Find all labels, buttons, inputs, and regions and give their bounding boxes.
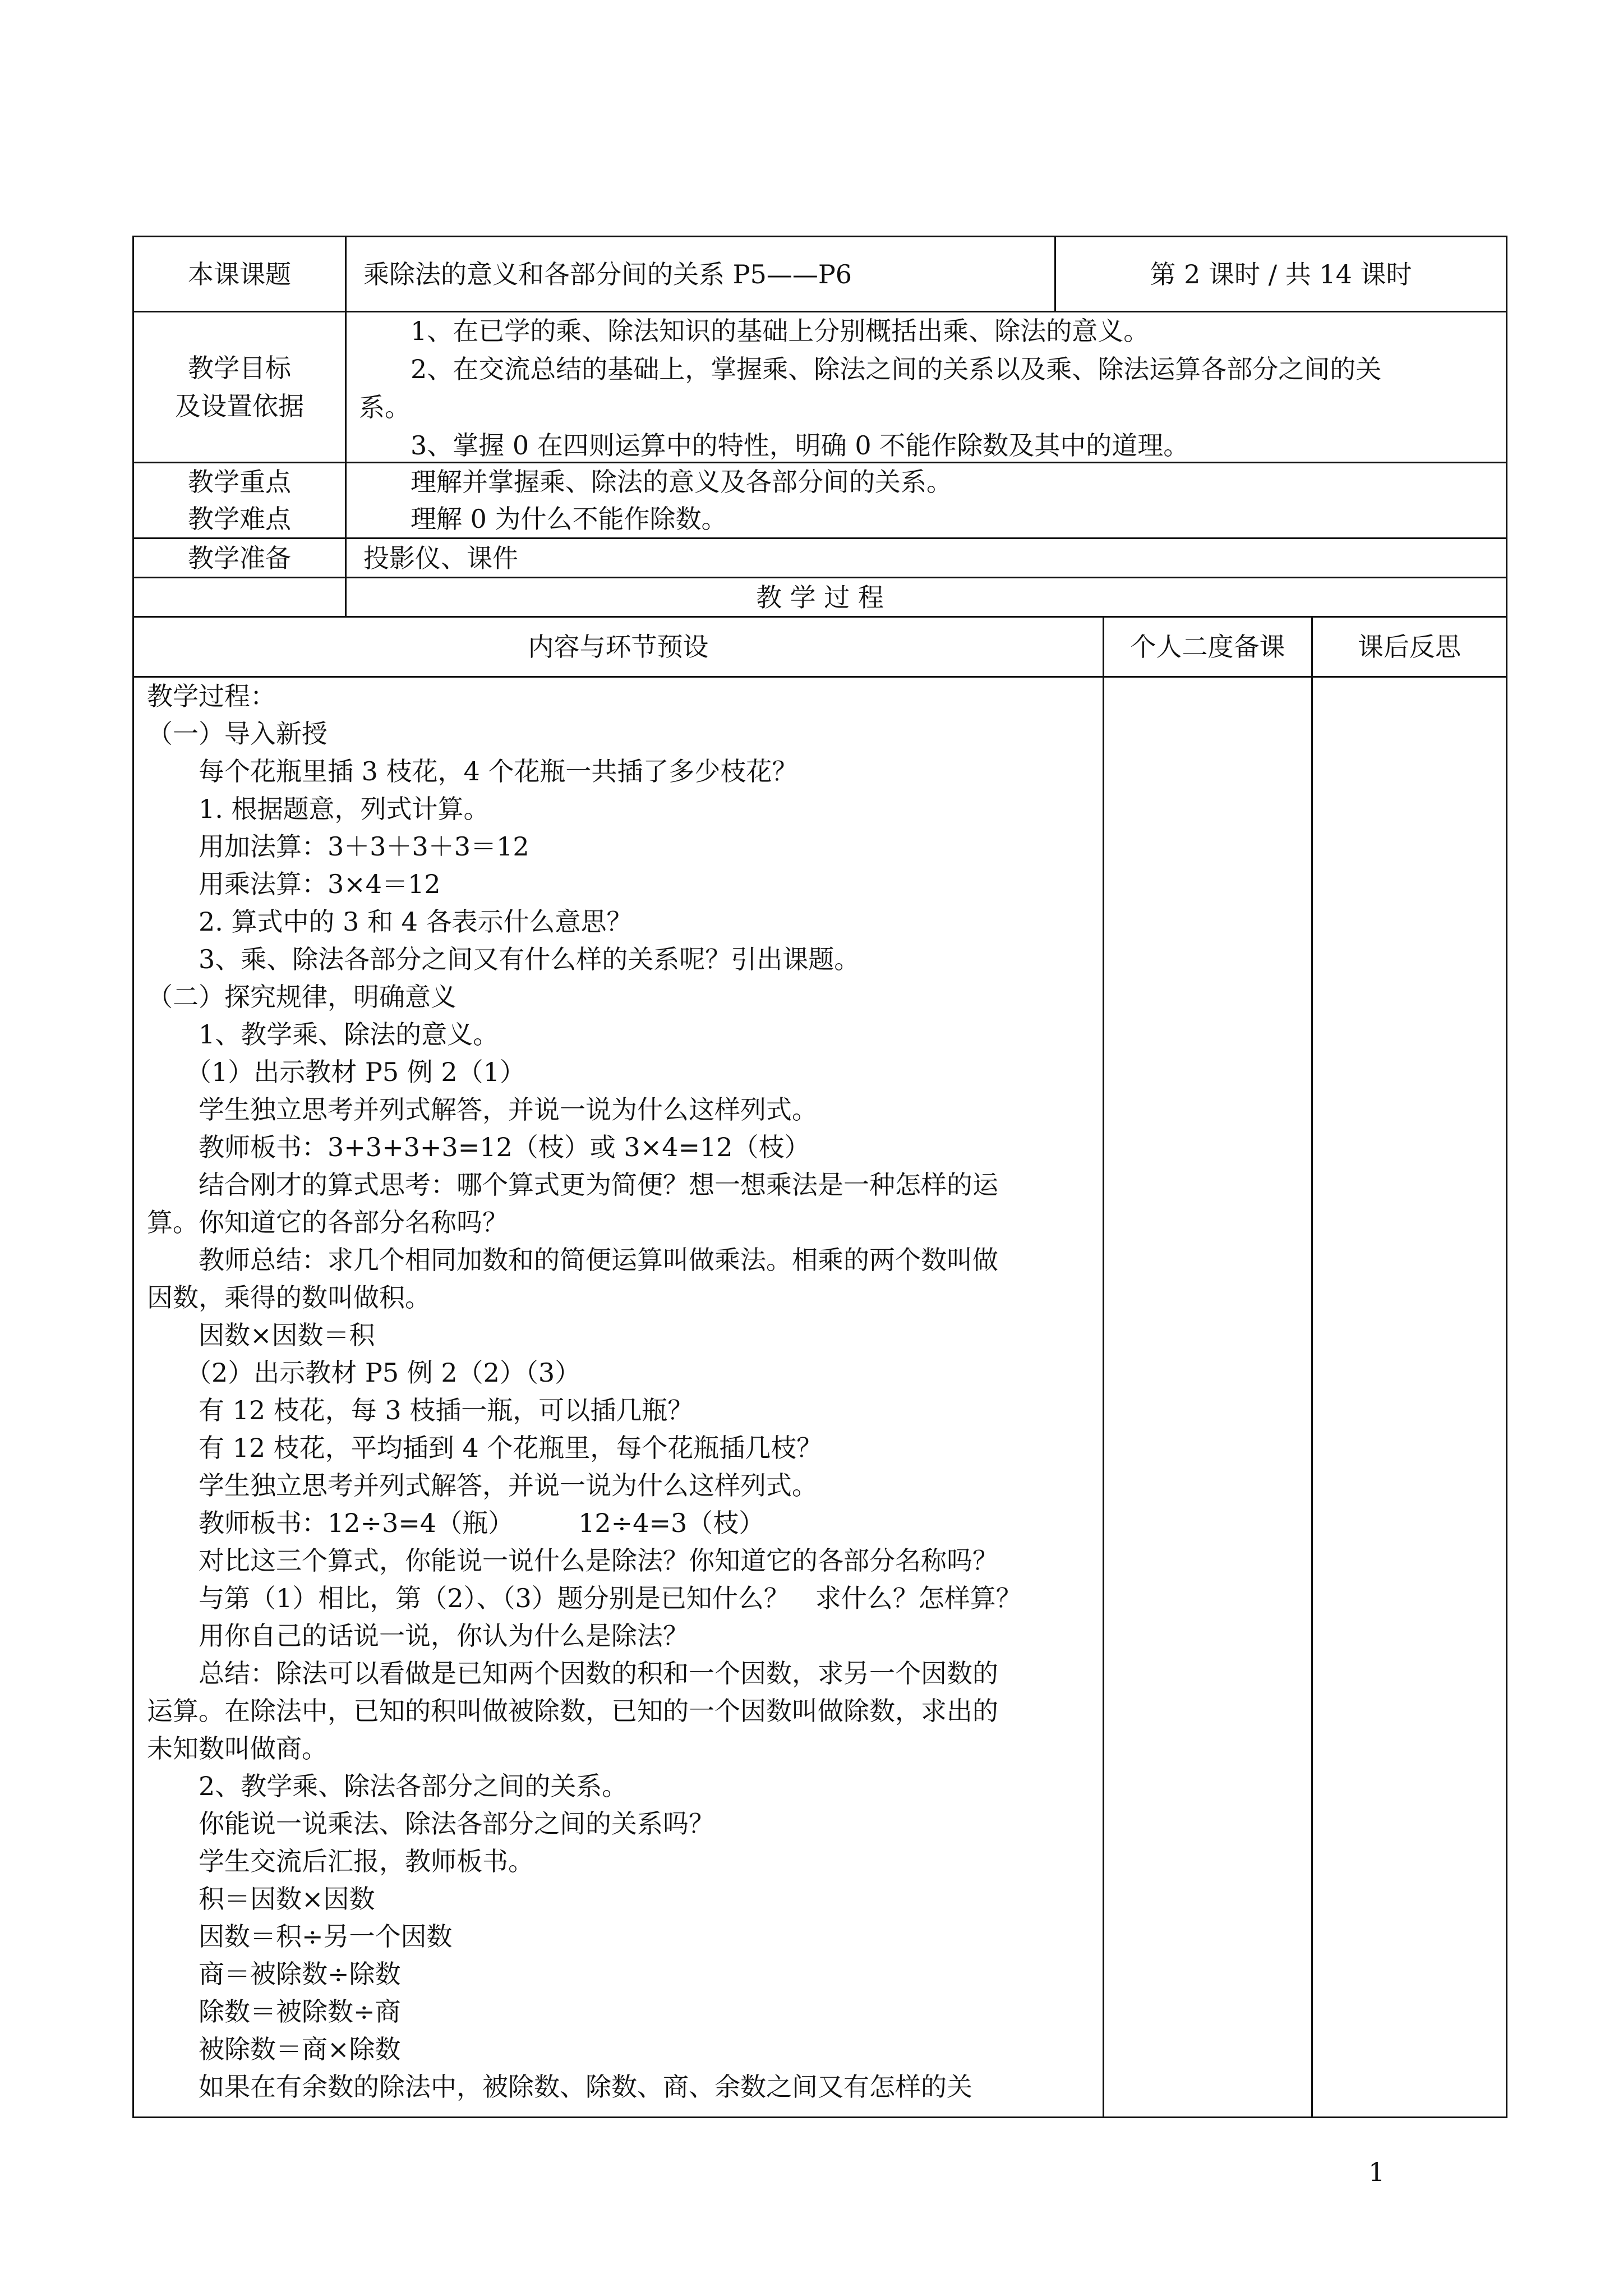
process-line: 总结：除法可以看做是已知两个因数的积和一个因数，求另一个因数的 [147,1658,998,1688]
preparation-label-text: 教学准备 [188,542,291,573]
objectives-content [359,312,1381,464]
process-line: 被除数＝商×除数 [147,2034,401,2064]
column-header-personal-text: 个人二度备课 [1130,632,1285,662]
process-line: 教师板书：3+3+3+3=12（枝）或 3×4=12（枝） [147,1132,810,1162]
difficult-point: 理解 0 为什么不能作除数。 [411,504,727,534]
process-line: 学生独立思考并列式解答，并说一说为什么这样列式。 [147,1470,818,1501]
preparation-label [134,539,345,577]
process-line: 算。你知道它的各部分名称吗？ [147,1207,508,1237]
objectives-label-line2: 及设置依据 [175,391,304,421]
objectives-label-line1: 教学目标 [188,353,291,383]
key-points-content [359,463,952,537]
process-line: 2. 算式中的 3 和 4 各表示什么意思？ [147,907,633,937]
process-line: 1. 根据题意，列式计算。 [147,794,490,824]
process-line: 2、教学乘、除法各部分之间的关系。 [147,1771,628,1801]
lesson-count [1056,237,1506,311]
column-divider [345,236,347,617]
process-line: 未知数叫做商。 [147,1733,328,1764]
process-line: 用加法算：3＋3＋3＋3＝12 [147,831,529,862]
column-header-reflection-text: 课后反思 [1358,632,1461,662]
preparation-value [363,539,518,577]
page-number: 1 [1368,2157,1385,2187]
process-line: 运算。在除法中，已知的积叫做被除数，已知的一个因数叫做除数，求出的 [147,1696,998,1726]
key-label: 教学重点 [188,467,291,497]
process-title-text: 教 学 过 程 [756,582,884,613]
process-line: 除数＝被除数÷商 [147,1996,401,2027]
process-line: 如果在有余数的除法中，被除数、除数、商、余数之间又有怎样的关 [147,2072,972,2102]
process-line: 因数，乘得的数叫做积。 [147,1282,431,1313]
topic-value-text: 乘除法的意义和各部分间的关系 P5——P6 [363,259,852,289]
key-points-label [134,463,345,537]
table-border-bottom [132,2116,1507,2118]
process-line: 教师总结：求几个相同加数和的简便运算叫做乘法。相乘的两个数叫做 [147,1245,998,1275]
process-line: 商＝被除数÷除数 [147,1959,401,1989]
process-line: （1）出示教材 P5 例 2（1） [147,1057,525,1087]
difficult-label: 教学难点 [188,504,291,534]
process-line: 你能说一说乘法、除法各部分之间的关系吗？ [147,1809,714,1839]
process-line: 学生独立思考并列式解答，并说一说为什么这样列式。 [147,1094,818,1125]
process-line: 3、乘、除法各部分之间又有什么样的关系呢？引出课题。 [147,944,860,974]
lesson-count-text: 第 2 课时 / 共 14 课时 [1150,259,1412,289]
process-line: 结合刚才的算式思考：哪个算式更为简便？想一想乘法是一种怎样的运 [147,1170,998,1200]
objective-line: 系。 [359,392,411,422]
process-line: 对比这三个算式，你能说一说什么是除法？你知道它的各部分名称吗？ [147,1545,998,1576]
column-header-content-text: 内容与环节预设 [528,632,709,662]
process-line: 教学过程： [147,681,276,711]
column-divider [1311,616,1313,2118]
process-title [134,578,1506,616]
process-line: 积＝因数×因数 [147,1884,375,1914]
process-content [147,678,1095,2106]
process-line: 用你自己的话说一说，你认为什么是除法？ [147,1621,689,1651]
topic-label [134,237,345,311]
objectives-label [134,312,345,462]
objective-line: 1、在已学的乘、除法知识的基础上分别概括出乘、除法的意义。 [411,316,1150,346]
process-line: 教师板书：12÷3=4（瓶） 12÷4=3（枝） [147,1508,765,1538]
process-line: 用乘法算：3×4＝12 [147,869,441,899]
column-header-reflection [1313,618,1506,676]
process-line: 学生交流后汇报，教师板书。 [147,1846,534,1876]
topic-label-text: 本课课题 [188,259,291,289]
process-line: 有 12 枝花，每 3 枝插一瓶，可以插几瓶？ [147,1395,694,1425]
process-line: 每个花瓶里插 3 枝花，4 个花瓶一共插了多少枝花？ [147,756,798,786]
topic-value [363,255,852,293]
process-line: 因数＝积÷另一个因数 [147,1921,453,1952]
key-point: 理解并掌握乘、除法的意义及各部分间的关系。 [411,467,952,497]
objective-line: 3、掌握 0 在四则运算中的特性，明确 0 不能作除数及其中的道理。 [411,430,1189,461]
process-line: 有 12 枝花，平均插到 4 个花瓶里，每个花瓶插几枝？ [147,1433,823,1463]
preparation-value-text: 投影仪、课件 [363,543,518,573]
column-divider [1103,616,1104,2118]
objective-line: 2、在交流总结的基础上，掌握乘、除法之间的关系以及乘、除法运算各部分之间的关 [411,354,1382,384]
process-line: （二）探究规律，明确意义 [147,982,457,1012]
column-header-personal [1104,618,1311,676]
process-line: 1、教学乘、除法的意义。 [147,1019,499,1050]
table-border-right [1506,236,1507,2118]
process-line: 与第（1）相比，第（2）、（3）题分别是已知什么？ 求什么？怎样算？ [147,1583,1022,1613]
process-line: （2）出示教材 P5 例 2（2）（3） [147,1358,581,1388]
column-header-content [134,618,1103,676]
process-line: 因数×因数＝积 [147,1320,375,1350]
process-line: （一）导入新授 [147,719,328,749]
